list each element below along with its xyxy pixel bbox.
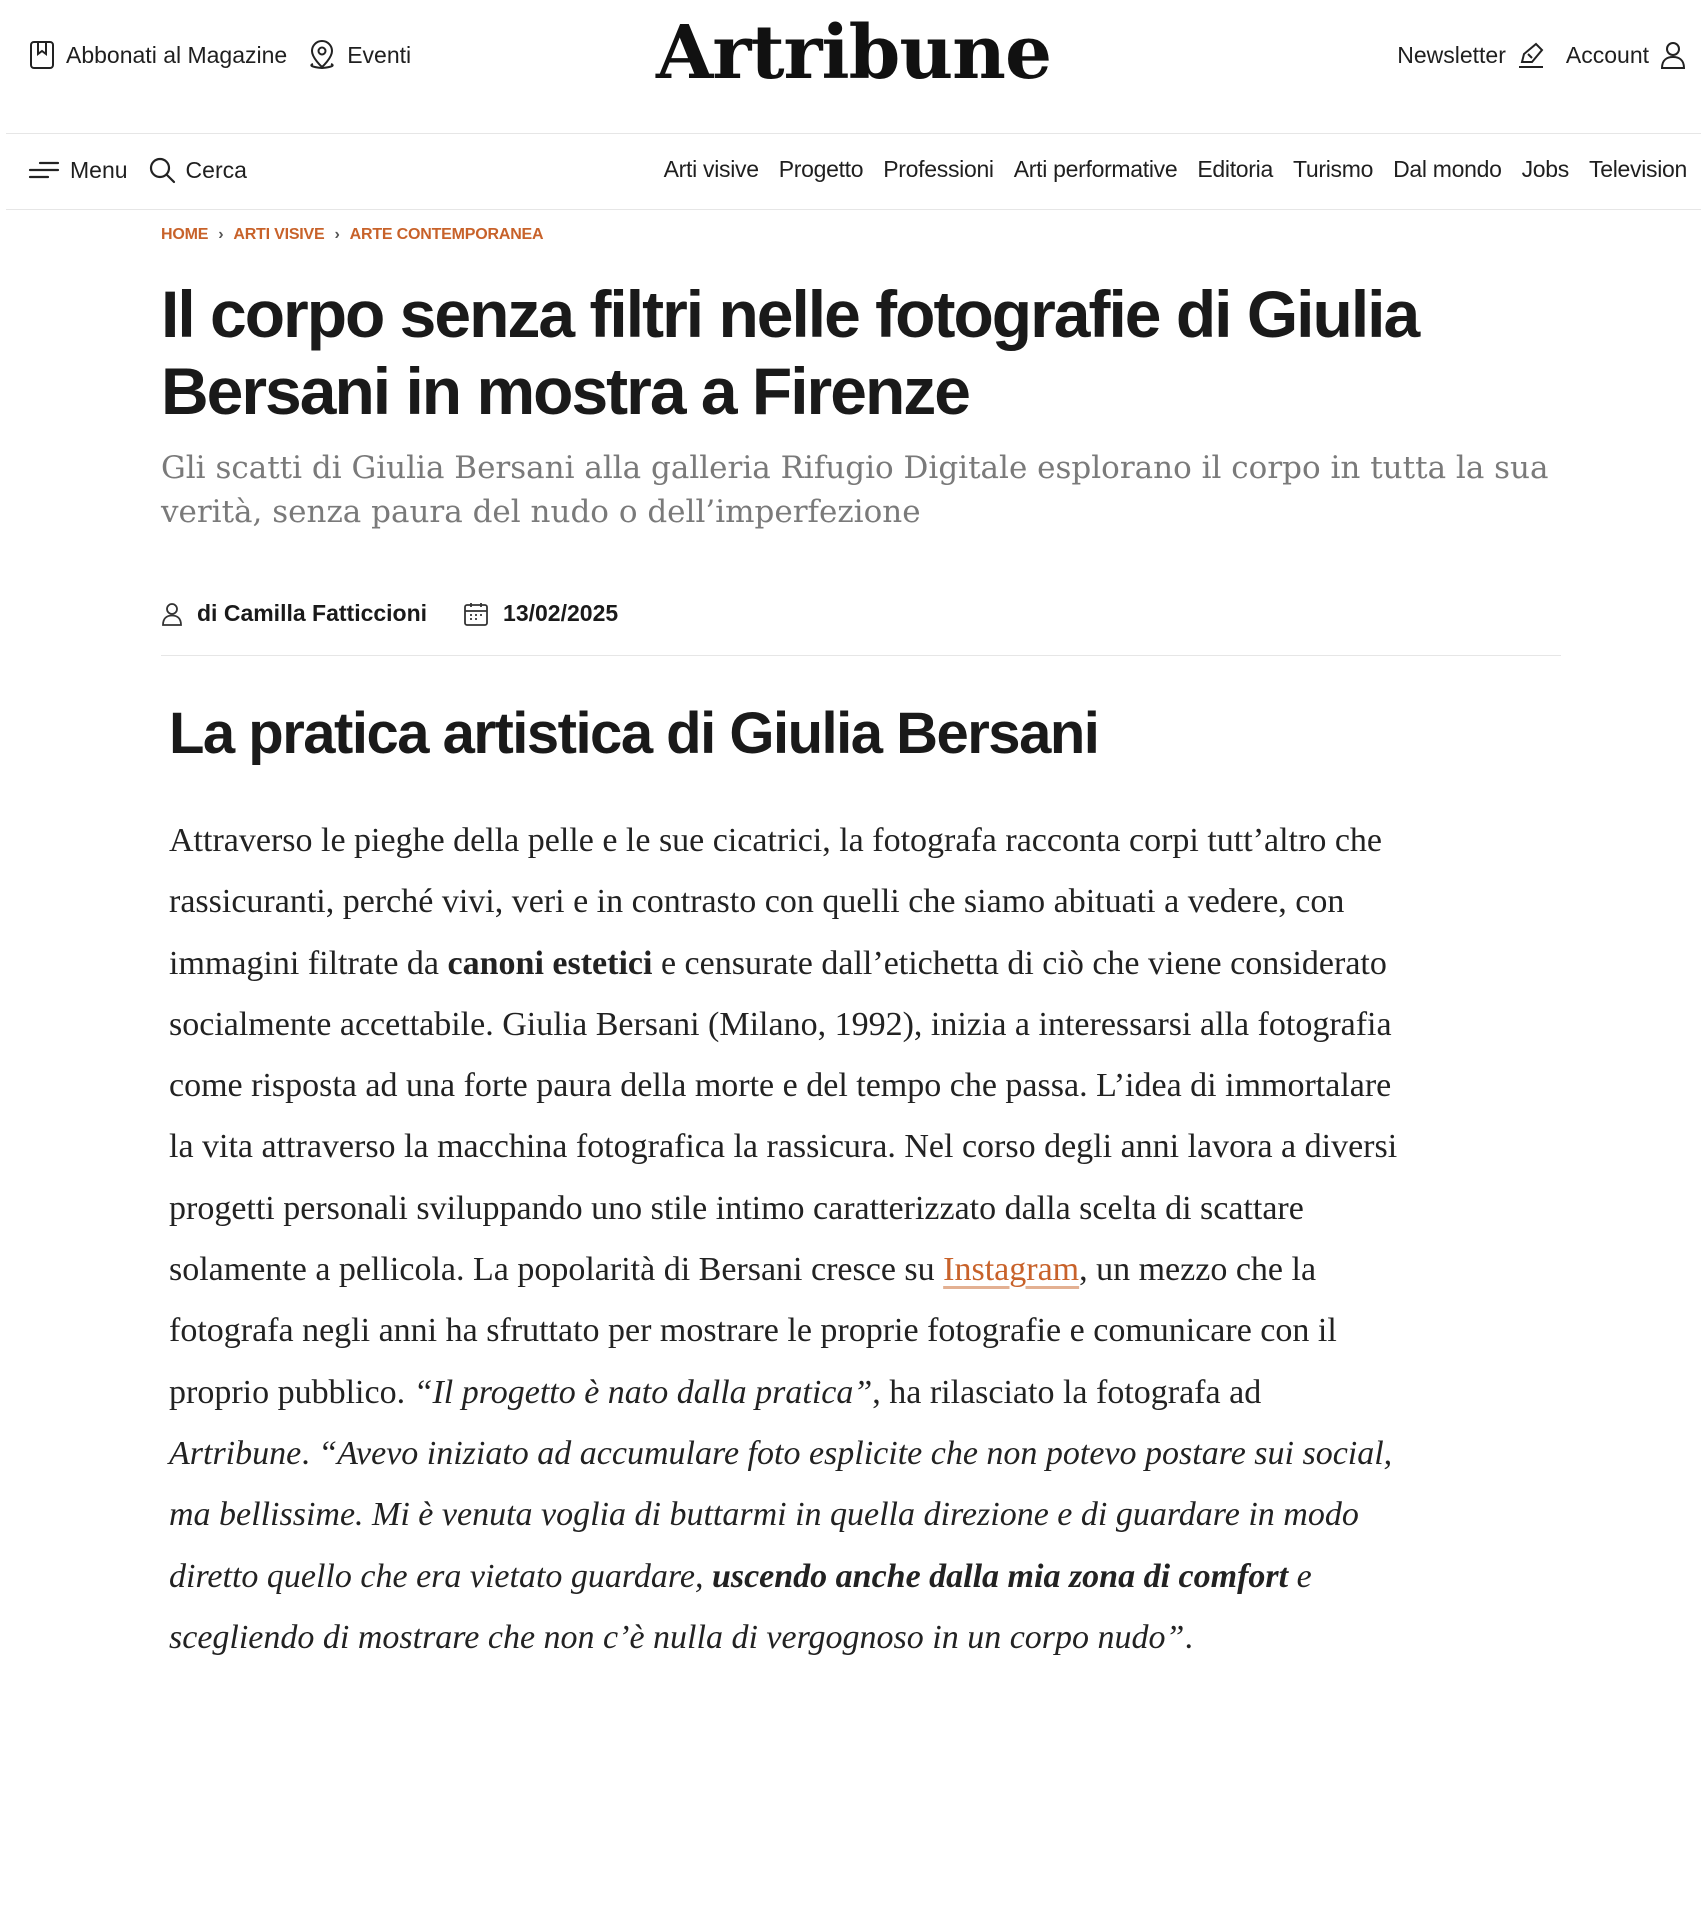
body-text: , ha rilasciato la fotografa ad: [872, 1373, 1262, 1411]
account-link[interactable]: [1566, 40, 1687, 70]
body-bold-quote: uscendo anche dalla mia zona di comfort: [711, 1557, 1289, 1595]
events-link[interactable]: [307, 40, 411, 70]
body-text: Attraverso le pieghe della pelle e le sue cicatrici, la fotografa racconta corpi tutt’altro che rassicuranti, perché vivi, veri e in contrasto con quelli che siamo abituati a vedere, con immagini filtrate da: [169, 822, 1383, 982]
body-quote: “Il progetto è nato dalla pratica”: [413, 1373, 873, 1411]
location-pin-icon: [307, 40, 337, 70]
top-right-links: [1397, 40, 1687, 70]
account-label: Account: [1565, 41, 1649, 68]
nav-item-turismo[interactable]: Turismo: [1292, 156, 1374, 182]
article-author[interactable]: di Camilla Fatticcioni: [197, 600, 428, 626]
nav-item-television[interactable]: Television: [1589, 156, 1687, 182]
article-title: Il corpo senza filtri nelle fotografie di Giulia Bersani in mostra a Firenze: [161, 277, 1419, 428]
section-heading: La pratica artistica di Giulia Bersani: [169, 701, 1099, 766]
nav-left: [28, 156, 247, 184]
body-text: e censurate dall’etichetta di ciò che viene considerato socialmente accettabile. Giulia Bersani (Milano, 1992), inizia a interessarsi alla fotografia come risposta ad una forte paura della morte e del tempo che passa. L’idea di immortalare la vita attraverso la macchina fotografica la rassicura. Nel corso degli anni lavora a diversi progetti personali sviluppando uno stile intimo caratterizzato dalla scelta di scattare solamente a pellicola. La popolarità di Bersani cresce su: [169, 944, 1398, 1289]
nav-item-arti-performative[interactable]: Arti performative: [1013, 156, 1178, 182]
nav-item-dal-mondo[interactable]: Dal mondo: [1393, 156, 1502, 182]
instagram-link[interactable]: Instagram: [943, 1251, 1080, 1289]
subscribe-label: Abbonati al Magazine: [66, 41, 288, 68]
body-quote: e scegliendo di mostrare che non c’è nulla di vergognoso in un corpo nudo”: [169, 1557, 1312, 1656]
meta-divider: [161, 655, 1561, 656]
body-text: .: [1184, 1618, 1193, 1656]
breadcrumb-separator: ›: [218, 226, 224, 243]
breadcrumb-separator: ›: [334, 226, 340, 243]
events-label: Eventi: [347, 41, 412, 68]
nav-item-arti-visive[interactable]: Arti visive: [663, 156, 759, 182]
nav-item-jobs[interactable]: Jobs: [1521, 156, 1569, 182]
site-logo[interactable]: Artribune: [655, 10, 1052, 96]
main-nav: [6, 134, 1701, 210]
calendar-icon: [463, 601, 489, 627]
user-icon: [161, 601, 183, 627]
breadcrumb-category[interactable]: ARTE CONTEMPORANEA: [349, 226, 544, 243]
breadcrumb-home[interactable]: HOME: [161, 226, 209, 243]
bookmark-icon: [28, 40, 56, 70]
article-meta: [161, 600, 618, 627]
article-subtitle: Gli scatti di Giulia Bersani alla galleria Rifugio Digitale esplorano il corpo in tutta la sua verità, senza paura del nudo o dell’imperfezione: [161, 450, 1549, 530]
article-body-paragraph: [169, 810, 1399, 1668]
body-bold-text: canoni estetici: [447, 944, 653, 982]
nav-categories: [664, 156, 1687, 183]
menu-button[interactable]: [28, 157, 128, 184]
menu-label: Menu: [70, 156, 128, 183]
body-publication-name: Artribune: [169, 1434, 302, 1472]
body-text: .: [301, 1434, 319, 1472]
article-date: 13/02/2025: [503, 600, 619, 626]
breadcrumb-section[interactable]: ARTI VISIVE: [233, 226, 325, 243]
subscribe-link[interactable]: [28, 40, 287, 70]
user-icon: [1659, 40, 1687, 70]
search-icon: [148, 156, 176, 184]
search-button[interactable]: [148, 156, 247, 184]
body-text: , un mezzo che la fotografa negli anni ha sfruttato per mostrare le proprie fotografie e comunicare con il proprio pubblico.: [169, 1251, 1337, 1411]
top-left-links: [28, 40, 411, 70]
pen-icon: [1516, 40, 1546, 70]
newsletter-link[interactable]: [1397, 40, 1546, 70]
menu-icon: [28, 158, 60, 182]
search-label: Cerca: [185, 156, 247, 183]
nav-item-progetto[interactable]: Progetto: [778, 156, 864, 182]
newsletter-label: Newsletter: [1397, 41, 1506, 68]
nav-item-professioni[interactable]: Professioni: [883, 156, 994, 182]
top-header: [6, 0, 1701, 134]
nav-item-editoria[interactable]: Editoria: [1197, 156, 1273, 182]
breadcrumb: [161, 226, 543, 244]
body-quote: “Avevo iniziato ad accumulare foto esplicite che non potevo postare sui social, ma bellissime. Mi è venuta voglia di buttarmi in quella direzione e di guardare in modo diretto quello che era vietato guardare,: [169, 1434, 1393, 1595]
